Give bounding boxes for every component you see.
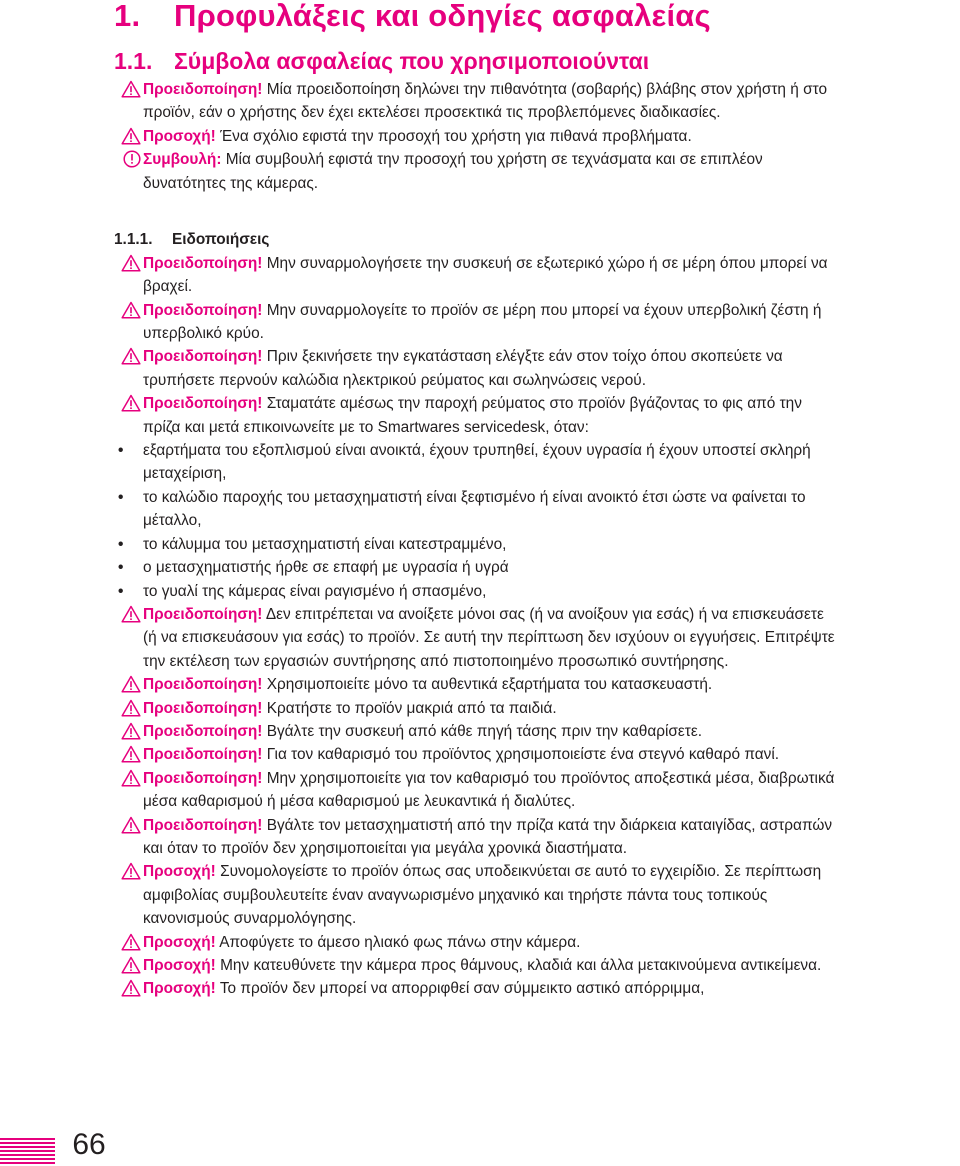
warning-label: Προειδοποίηση! bbox=[143, 81, 263, 98]
warning-text: Μία προειδοποίηση δηλώνει την πιθανότητα (σοβαρής) βλάβης στον χρήστη ή στο προϊόν, εάν ο χρήστης δεν έχει εκτελέσει προσεκτικά τις προβλεπόμενες διαδικασίες. bbox=[143, 81, 828, 122]
notice-label: Προειδοποίηση! bbox=[143, 816, 263, 834]
tip-icon bbox=[123, 150, 141, 168]
page-number: 66 bbox=[72, 1128, 106, 1161]
notice-label: Προειδοποίηση! bbox=[143, 746, 263, 764]
notice-text: Για τον καθαρισμό του προϊόντος χρησιμοποιείστε ένα στεγνό καθαρό πανί. bbox=[266, 746, 780, 764]
notice-label: Προειδοποίηση! bbox=[143, 699, 263, 717]
bullet-mark: • bbox=[118, 535, 124, 553]
warning-icon bbox=[121, 254, 141, 272]
warning-icon bbox=[121, 816, 141, 834]
spacer bbox=[143, 195, 838, 218]
warning-icon bbox=[121, 675, 141, 693]
notice bbox=[143, 931, 838, 954]
notice-text: Μην κατευθύνετε την κάμερα προς θάμνους, κλαδιά και άλλα μετακινούμενα αντικείμενα. bbox=[220, 957, 822, 975]
notice-text: Δεν επιτρέπεται να ανοίξετε μόνοι σας (ή να ανοίξουν για εσάς) ή να επισκευάσετε (ή να επισκευάσουν για εσάς) το προϊόν. Σε αυτή την περίπτωση δεν ισχύουν οι εγγυήσεις. Επιτρέψτε την εκτέλεση των εργασιών συντήρησης από πιστοποιημένο προσωπικό συντήρησης. bbox=[143, 605, 835, 670]
warning-icon bbox=[121, 80, 141, 98]
subsection-title bbox=[114, 228, 809, 251]
notice-label: Προειδοποίηση! bbox=[143, 769, 263, 787]
list-item-text: το γυαλί της κάμερας είναι ραγισμένο ή σπασμένο, bbox=[143, 582, 487, 600]
warning-icon bbox=[121, 347, 141, 365]
subsection-title-text: Ειδοποιήσεις bbox=[172, 231, 270, 249]
warning-icon bbox=[121, 769, 141, 787]
notice-label: Προειδοποίηση! bbox=[143, 301, 263, 319]
notice-text: Βγάλτε τον μετασχηματιστή από την πρίζα κατά την διάρκεια καταιγίδας, αστραπών και όταν το προϊόν δεν χρησιμοποιείται για μεγάλα χρονικά διαστήματα. bbox=[143, 816, 833, 857]
notice bbox=[143, 392, 838, 439]
symbol-tip bbox=[143, 148, 838, 195]
notice bbox=[143, 720, 838, 743]
notice bbox=[143, 603, 838, 673]
notice bbox=[143, 299, 838, 346]
section-title bbox=[114, 48, 649, 75]
list-item bbox=[118, 486, 838, 533]
warning-icon bbox=[121, 979, 141, 997]
section-number: 1.1. bbox=[114, 48, 153, 74]
notice-label: Προσοχή! bbox=[143, 980, 216, 998]
notice bbox=[143, 697, 838, 720]
warning-icon bbox=[121, 862, 141, 880]
symbol-warning bbox=[143, 78, 838, 125]
bullet-mark: • bbox=[118, 582, 124, 600]
notice-text: Μην χρησιμοποιείτε για τον καθαρισμό του προϊόντος αποξεστικά μέσα, διαβρωτικά μέσα καθαρισμού ή μέσα καθαρισμού με λευκαντικά ή διαλύτες. bbox=[143, 769, 835, 811]
notice-label: Προειδοποίηση! bbox=[143, 348, 263, 366]
notice-text: Αποφύγετε το άμεσο ηλιακό φως πάνω στην κάμερα. bbox=[219, 933, 581, 951]
heading-title: Προφυλάξεις και οδηγίες ασφαλείας bbox=[174, 0, 711, 33]
page-title bbox=[114, 0, 711, 34]
warning-icon bbox=[121, 745, 141, 763]
notice bbox=[143, 673, 838, 696]
warning-icon bbox=[121, 605, 141, 623]
notice-label: Προειδοποίηση! bbox=[143, 605, 263, 623]
notice-label: Προσοχή! bbox=[143, 863, 216, 881]
list-item bbox=[118, 533, 838, 556]
warning-icon bbox=[121, 722, 141, 740]
notice bbox=[143, 860, 838, 930]
notice-label: Προσοχή! bbox=[143, 957, 216, 975]
caution-label: Προσοχή! bbox=[143, 127, 216, 145]
notice-text: Κρατήστε το προϊόν μακριά από τα παιδιά. bbox=[266, 699, 557, 717]
notice-text: Βγάλτε την συσκευή από κάθε πηγή τάσης πριν την καθαρίσετε. bbox=[266, 722, 702, 740]
notice-text: Συνομολογείστε το προϊόν όπως σας υποδεικνύεται σε αυτό το εγχειρίδιο. Σε περίπτωση αμφιβολίας συμβουλευτείτε έναν αναγνωρισμένο μηχανικό και τηρήστε πάντα τους τοπικούς κανονισμούς συναρμολόγησης. bbox=[143, 863, 822, 928]
list-item-text: το κάλυμμα του μετασχηματιστή είναι κατεστραμμένο, bbox=[143, 535, 507, 553]
notice-label: Προειδοποίηση! bbox=[143, 676, 263, 694]
notice-text: Σταματάτε αμέσως την παροχή ρεύματος στο προϊόν βγάζοντας το φις από την πρίζα και μετά επικοινωνείτε με το Smartwares servicedesk, όταν: bbox=[143, 395, 802, 436]
notice bbox=[143, 954, 838, 977]
caution-text: Ένα σχόλιο εφιστά την προσοχή του χρήστη για πιθανά προβλήματα. bbox=[220, 127, 692, 145]
list-item-text: εξαρτήματα του εξοπλισμού είναι ανοικτά, έχουν τρυπηθεί, έχουν υγρασία ή έχουν υποστεί σκληρή μεταχείριση, bbox=[143, 442, 811, 483]
bullet-mark: • bbox=[118, 488, 124, 506]
notice bbox=[143, 743, 838, 766]
notice-label: Προειδοποίηση! bbox=[143, 254, 263, 272]
notice-text: Πριν ξεκινήσετε την εγκατάσταση ελέγξτε εάν στον τοίχο όπου σκοπεύετε να τρυπήσετε περνούν καλώδια ηλεκτρικού ρεύματος και σωληνώσεις νερού. bbox=[143, 348, 783, 389]
heading-number: 1. bbox=[114, 0, 141, 33]
notice-text: Το προϊόν δεν μπορεί να απορριφθεί σαν σύμμεικτο αστικό απόρριμμα, bbox=[219, 980, 705, 998]
notice-text: Μην συναρμολογήσετε την συσκευή σε εξωτερικό χώρο ή σε μέρη όπου μπορεί να βραχεί. bbox=[143, 254, 828, 296]
notice bbox=[143, 977, 838, 1000]
notice bbox=[143, 814, 838, 861]
notice-text: Μην συναρμολογείτε το προϊόν σε μέρη που μπορεί να έχουν υπερβολική ζέστη ή υπερβολικό κρύο. bbox=[143, 301, 822, 343]
notice-label: Προειδοποίηση! bbox=[143, 395, 263, 413]
notice-label: Προσοχή! bbox=[143, 933, 216, 951]
list-item bbox=[118, 556, 838, 579]
content bbox=[114, 78, 838, 1001]
symbol-caution bbox=[143, 125, 838, 148]
notice bbox=[143, 252, 838, 299]
tip-label: Συμβουλή: bbox=[143, 151, 222, 169]
list-item-text: ο μετασχηματιστής ήρθε σε επαφή με υγρασία ή υγρά bbox=[143, 559, 509, 577]
warning-icon bbox=[121, 933, 141, 951]
list-item bbox=[118, 439, 838, 486]
notice bbox=[143, 767, 838, 814]
warning-icon bbox=[121, 301, 141, 319]
list-item bbox=[118, 580, 838, 603]
bullet-mark: • bbox=[118, 442, 124, 460]
subsection-number: 1.1.1. bbox=[114, 231, 153, 249]
warning-icon bbox=[121, 127, 141, 145]
notice-label: Προειδοποίηση! bbox=[143, 722, 263, 740]
notice-text: Χρησιμοποιείτε μόνο τα αυθεντικά εξαρτήματα του κατασκευαστή. bbox=[266, 676, 713, 694]
warning-icon bbox=[121, 956, 141, 974]
warning-icon bbox=[121, 699, 141, 717]
warning-icon bbox=[121, 394, 141, 412]
section-title-text: Σύμβολα ασφαλείας που χρησιμοποιούνται bbox=[174, 48, 650, 74]
notice bbox=[143, 345, 838, 392]
bullet-mark: • bbox=[118, 559, 124, 577]
spacer bbox=[143, 218, 838, 228]
tip-text: Μία συμβουλή εφιστά την προσοχή του χρήστη σε τεχνάσματα και σε επιπλέον δυνατότητες της κάμερας. bbox=[143, 151, 763, 192]
list-item-text: το καλώδιο παροχής του μετασχηματιστή είναι ξεφτισμένο ή είναι ανοικτό έτσι ώστε να φαίνεται το μέταλλο, bbox=[143, 488, 806, 530]
